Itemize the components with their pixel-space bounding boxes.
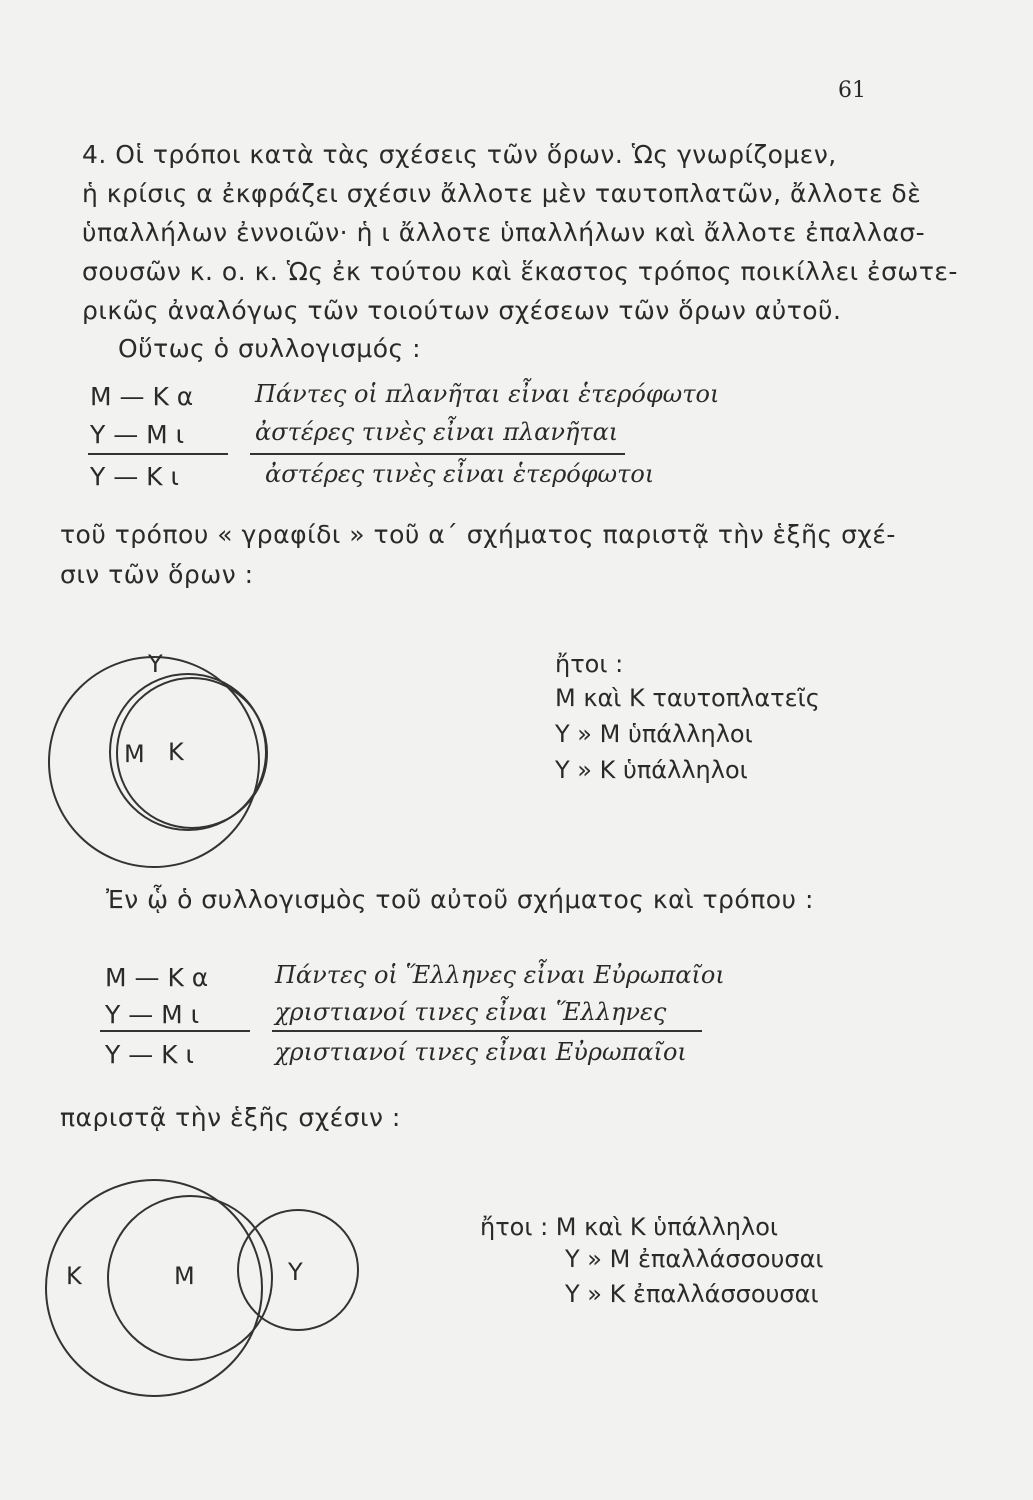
syllogism1-formula-3: Υ — Κ ι [90, 462, 179, 491]
label-m: Μ [124, 740, 145, 768]
intro-1: Οὕτως ὁ συλλογισμός : [118, 334, 422, 363]
syllogism1-rule-right [250, 453, 625, 455]
label-k: Κ [168, 738, 184, 766]
syllogism2-formula-1: Μ — Κ α [105, 963, 209, 992]
page-number: 61 [838, 78, 866, 103]
venn-diagram-2 [40, 1160, 360, 1460]
syllogism2-formula-3: Υ — Κ ι [105, 1040, 194, 1069]
label-y: Υ [148, 650, 163, 678]
relation2-2: Υ » Κ ἐπαλλάσσουσαι [565, 1280, 819, 1308]
label-m: Μ [174, 1262, 195, 1290]
venn-diagram-1 [40, 600, 300, 900]
syllogism1-text-3: ἀστέρες τινὲς εἶναι ἑτερόφωτοι [265, 460, 655, 488]
syllogism2-rule-right [272, 1030, 702, 1032]
label-k: Κ [66, 1262, 82, 1290]
relation1-1: Μ καὶ Κ ταυτοπλατεῖς [555, 684, 820, 712]
syllogism2-text-1: Πάντες οἱ Ἕλληνες εἶναι Εὐρωπαῖοι [275, 961, 725, 989]
syllogism2-after: παριστᾷ τὴν ἑξῆς σχέσιν : [60, 1103, 401, 1132]
syllogism1-text-1: Πάντες οἱ πλανῆται εἶναι ἑτερόφωτοι [255, 380, 720, 408]
section-line-5: ρικῶς ἀναλόγως τῶν τοιούτων σχέσεων τῶν ὅρων αὐτοῦ. [82, 296, 842, 325]
syllogism2-text-3: χριστιανοί τινες εἶναι Εὐρωπαῖοι [275, 1038, 687, 1066]
syllogism2-formula-2: Υ — Μ ι [105, 1000, 200, 1029]
section-line-1: 4. Οἱ τρόποι κατὰ τὰς σχέσεις τῶν ὅρων. Ὡς γνωρίζομεν, [82, 140, 837, 169]
syllogism1-after-1: τοῦ τρόπου « γραφίδι » τοῦ α΄ σχήματος παριστᾷ τὴν ἑξῆς σχέ- [60, 520, 896, 549]
section-line-3: ὑπαλλήλων ἐννοιῶν· ἡ ι ἄλλοτε ὑπαλλήλων καὶ ἄλλοτε ἐπαλλασ- [82, 218, 926, 247]
syllogism1-rule-left [88, 453, 228, 455]
syllogism1-after-2: σιν τῶν ὅρων : [60, 560, 254, 589]
syllogism1-formula-1: Μ — Κ α [90, 382, 194, 411]
syllogism2-rule-left [100, 1030, 250, 1032]
section-line-2: ἡ κρίσις α ἐκφράζει σχέσιν ἄλλοτε μὲν ταυτοπλατῶν, ἄλλοτε δὲ [82, 179, 922, 208]
relation1-0: ἤτοι : [555, 650, 624, 678]
relation1-3: Υ » Κ ὑπάλληλοι [555, 756, 748, 784]
syllogism1-text-2: ἀστέρες τινὲς εἶναι πλανῆται [255, 418, 619, 446]
syllogism1-formula-2: Υ — Μ ι [90, 420, 185, 449]
relation1-2: Υ » Μ ὑπάλληλοι [555, 720, 753, 748]
syllogism2-text-2: χριστιανοί τινες εἶναι Ἕλληνες [275, 998, 667, 1026]
intro-2: Ἐν ᾧ ὁ συλλογισμὸς τοῦ αὐτοῦ σχήματος καὶ τρόπου : [106, 885, 814, 914]
label-y: Υ [288, 1258, 303, 1286]
section-line-4: σουσῶν κ. ο. κ. Ὡς ἐκ τούτου καὶ ἕκαστος τρόπος ποικίλλει ἐσωτε- [82, 257, 958, 286]
relation2-1: Υ » Μ ἐπαλλάσσουσαι [565, 1245, 824, 1273]
relation2-0: ἤτοι : Μ καὶ Κ ὑπάλληλοι [480, 1213, 779, 1241]
